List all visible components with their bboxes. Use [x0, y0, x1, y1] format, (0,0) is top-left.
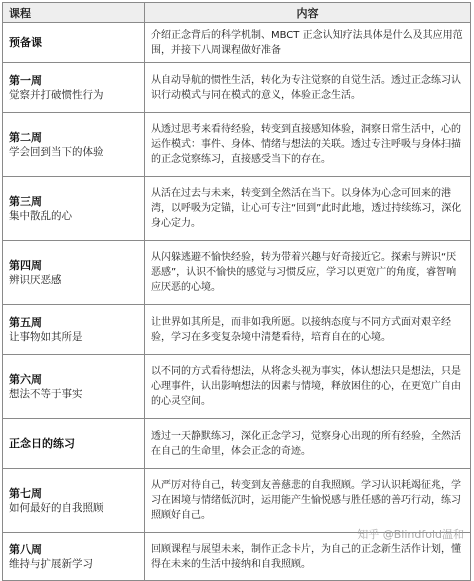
- course-cell: [3, 355, 145, 419]
- course-cell: [3, 419, 145, 469]
- content-cell: 回顾课程与展望未来，制作正念卡片，为自己的正念新生活作计划，懂得在未来的生活中接纳和自我照顾。: [145, 533, 471, 581]
- week-subtitle: 想法不等于事实: [9, 387, 83, 400]
- table-row: [3, 63, 471, 113]
- week-subtitle: 集中散乱的心: [9, 209, 72, 222]
- table-row: [3, 419, 471, 469]
- week-label: 第八周: [9, 542, 42, 556]
- table-row: [3, 469, 471, 533]
- week-subtitle: 如何最好的自我照顾: [9, 501, 104, 514]
- table-row: [3, 177, 471, 241]
- content-cell: 从严厉对待自己，转变到友善慈悲的自我照顾。学习认识耗竭征兆，学习在困境与情绪低沉时，运用能产生愉悦感与胜任感的善巧行动，练习照顾好自己。: [145, 469, 471, 533]
- course-cell: [3, 177, 145, 241]
- watermark: 知乎 @Blindfold温和: [357, 528, 464, 541]
- content-cell: 介绍正念背后的科学机制、MBCT 正念认知疗法具体是什么及其应用范围，并接下八周课程做好准备: [145, 23, 471, 63]
- week-label: 第一周: [9, 73, 42, 87]
- week-subtitle: 维持与扩展新学习: [9, 557, 93, 570]
- table-row: [3, 241, 471, 305]
- course-cell: [3, 533, 145, 581]
- week-subtitle: 觉察并打破惯性行为: [9, 88, 104, 101]
- table-row: [3, 23, 471, 63]
- course-cell: [3, 23, 145, 63]
- content-cell: 从透过思考来看待经验，转变到直接感知体验，洞察日常生活中，心的运作模式：事件、身体、情绪与想法的关联。透过专注呼吸与身体扫描的正念觉察练习，直接感受当下的存在。: [145, 113, 471, 177]
- course-cell: [3, 241, 145, 305]
- table-header-row: [3, 3, 471, 23]
- week-label: 第五周: [9, 315, 42, 329]
- content-cell: 以不同的方式看待想法，从将念头视为事实，体认想法只是想法，只是心理事件，认出影响想法的因素与情境，释放困住的心，在更宽广自由的心灵空间。: [145, 355, 471, 419]
- course-table: [2, 2, 471, 581]
- content-cell: 从活在过去与未来，转变到全然活在当下。以身体为心念可回来的港湾，以呼吸为定锚，让心可专注“回到”此时此地，透过持续练习，深化身心定力。: [145, 177, 471, 241]
- week-label: 正念日的练习: [9, 436, 75, 450]
- week-label: 第二周: [9, 130, 42, 144]
- content-cell: 透过一天静默练习，深化正念学习，觉察身心出现的所有经验，全然活在自己的生命里，体会正念的奇迹。: [145, 419, 471, 469]
- table-row: [3, 113, 471, 177]
- course-cell: [3, 469, 145, 533]
- course-cell: [3, 113, 145, 177]
- course-cell: [3, 63, 145, 113]
- week-subtitle: 学会回到当下的体验: [9, 145, 104, 158]
- course-cell: [3, 305, 145, 355]
- course-column-header: 课程: [3, 3, 145, 23]
- week-label: 第四周: [9, 258, 42, 272]
- content-column-header: 内容: [145, 3, 471, 23]
- week-label: 第六周: [9, 372, 42, 386]
- content-cell: 让世界如其所是，而非如我所愿。以接纳态度与不同方式面对艰辛经验，学习在多变复杂境中清楚看待，培育自在的心境。: [145, 305, 471, 355]
- week-label: 预备课: [9, 35, 42, 49]
- content-cell: 从闪躲逃避不愉快经验，转为带着兴趣与好奇接近它。探索与辨识“厌恶感”，认识不愉快的感觉与习惯反应，学习以更宽广的角度，睿智响应厌恶的心境。: [145, 241, 471, 305]
- week-subtitle: 让事物如其所是: [9, 330, 83, 343]
- week-subtitle: 辨识厌恶感: [9, 273, 62, 286]
- table-row: [3, 305, 471, 355]
- week-label: 第三周: [9, 194, 42, 208]
- content-cell: 从自动导航的惯性生活，转化为专注觉察的自觉生活。透过正念练习认识行动模式与同在模式的意义，体验正念生活。: [145, 63, 471, 113]
- table-row: [3, 355, 471, 419]
- week-label: 第七周: [9, 486, 42, 500]
